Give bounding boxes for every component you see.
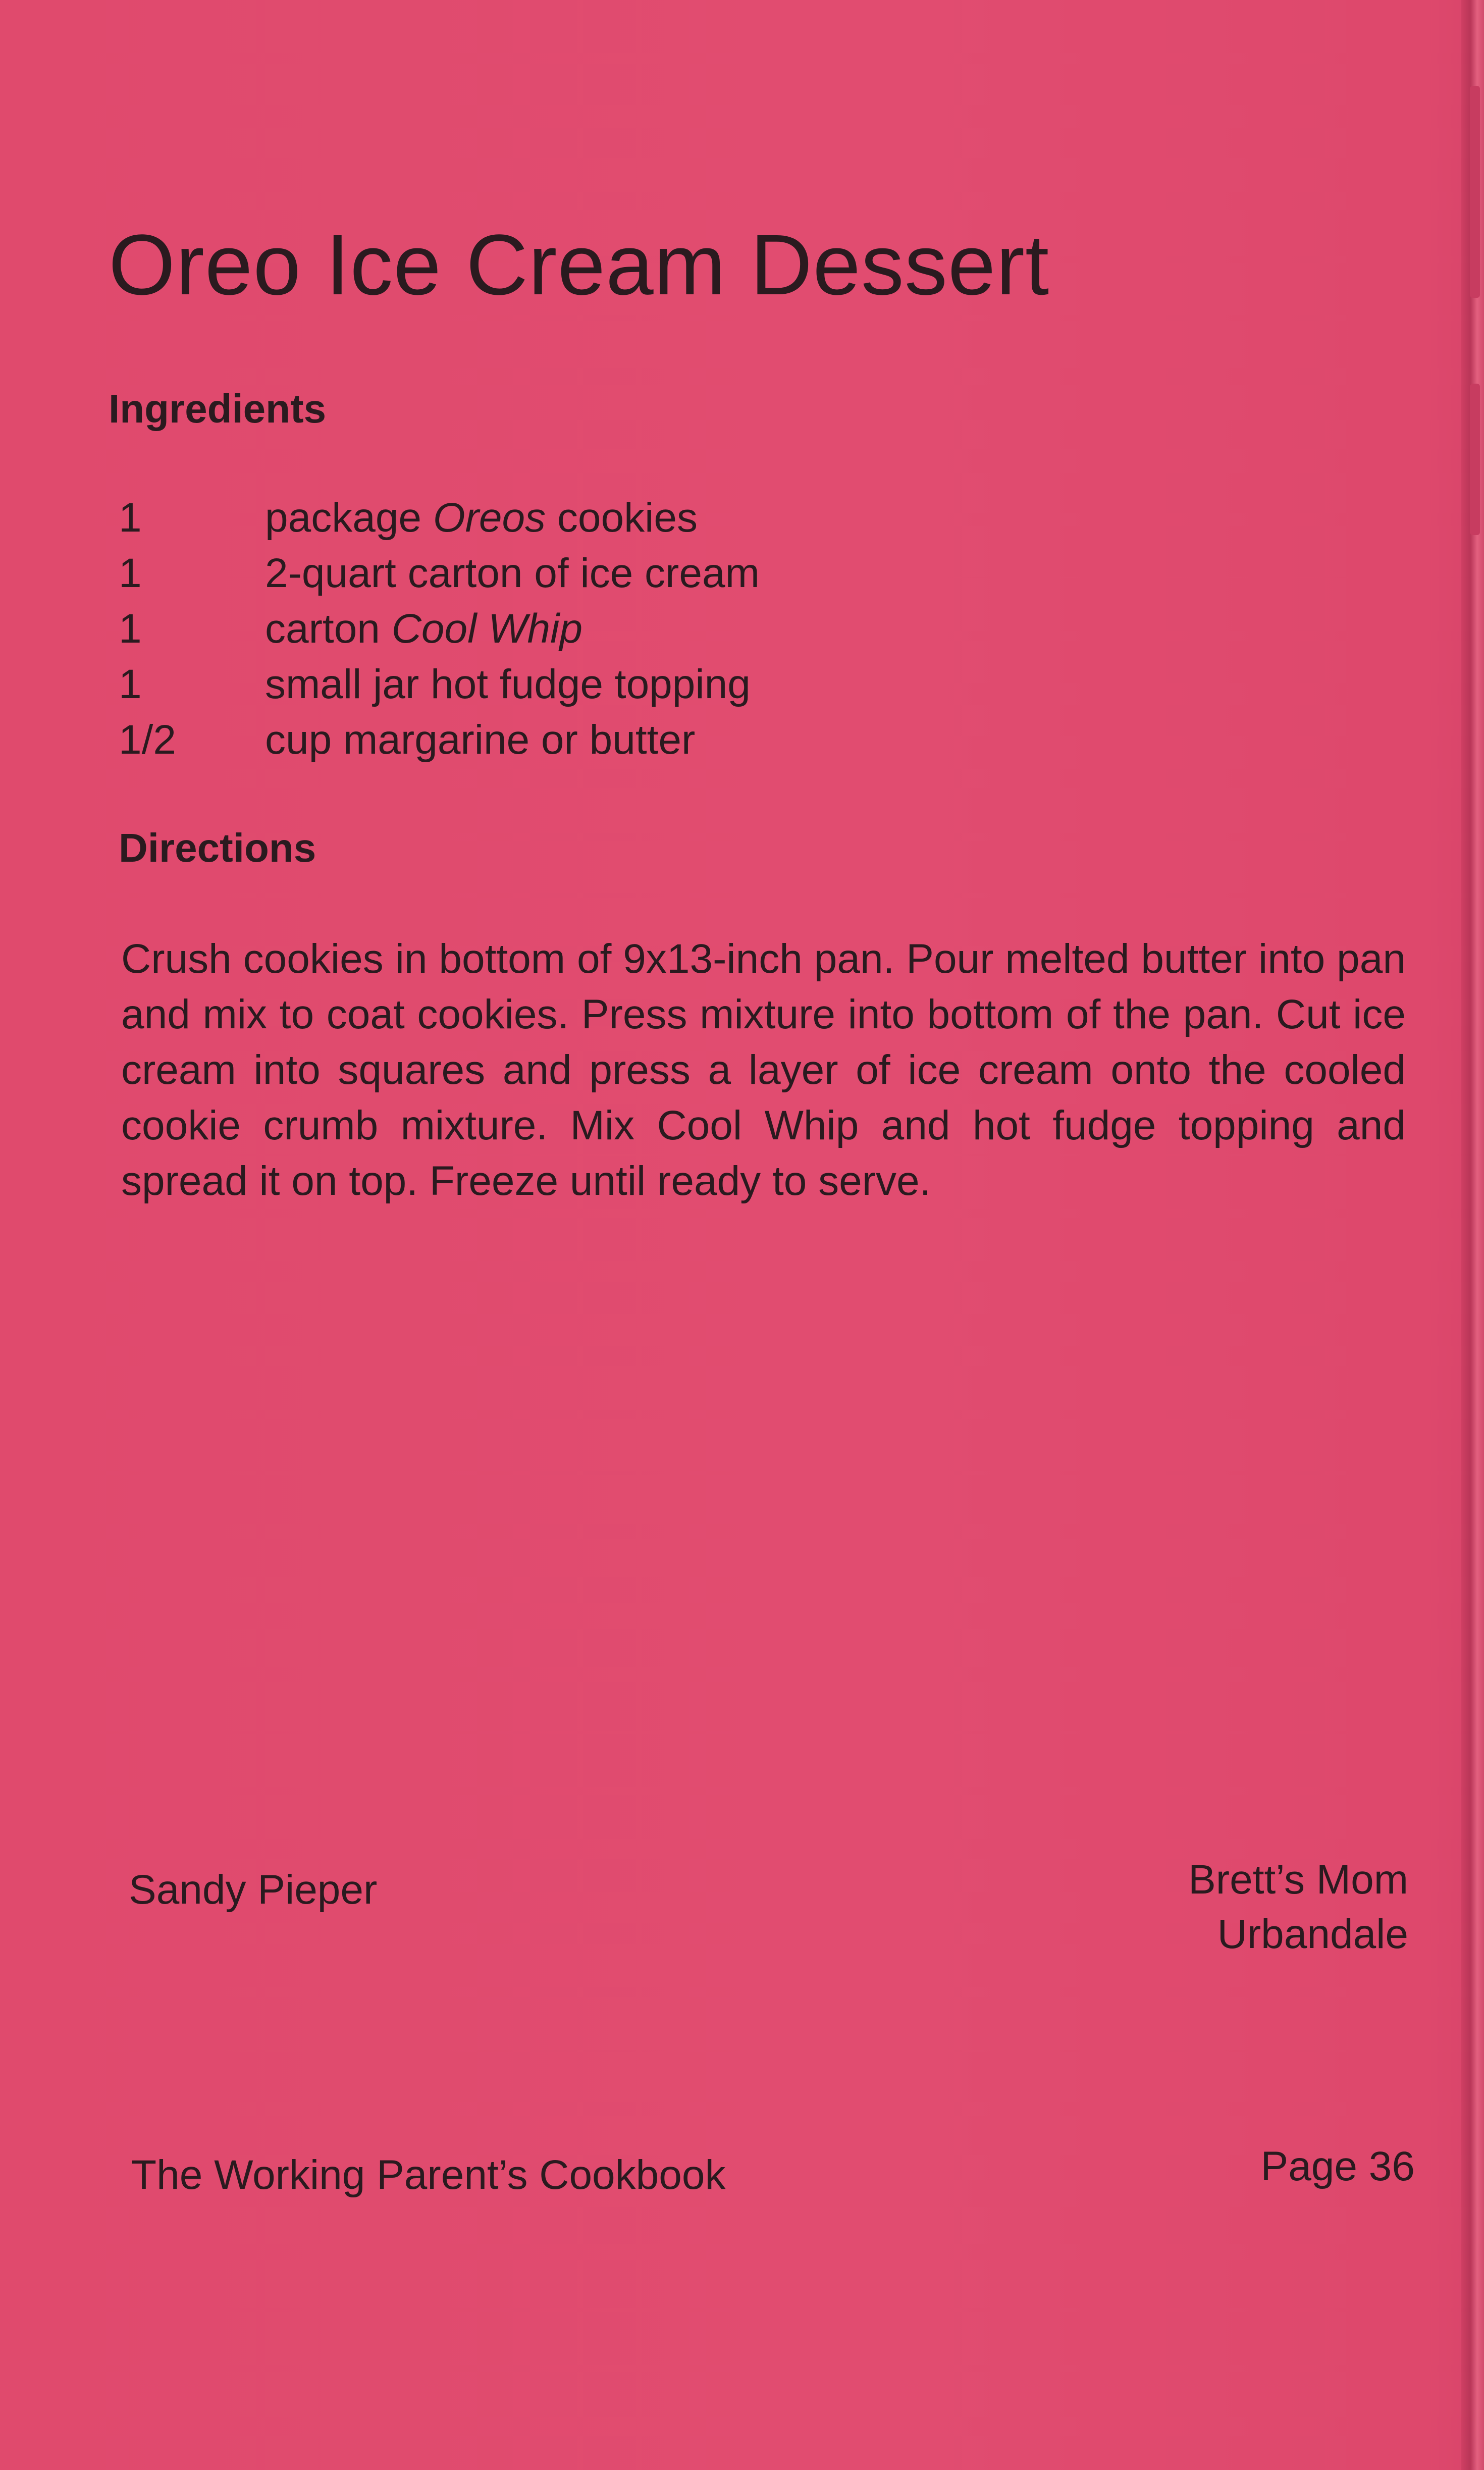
ingredient-text: small jar hot fudge topping [265,661,751,707]
ingredient-text: 2-quart carton of ice cream [265,550,760,596]
ingredient-quantity: 1/2 [119,717,176,763]
directions-heading: Directions [119,825,316,870]
ingredient-text: carton Cool Whip [265,606,582,652]
page-number: Page 36 [1260,2143,1415,2189]
ingredient-quantity: 1 [119,550,142,596]
ingredient-text: package Oreos cookies [265,495,698,541]
ingredient-quantity: 1 [119,606,142,652]
book-title: The Working Parent’s Cookbook [131,2152,726,2198]
ingredients-heading: Ingredients [109,386,327,431]
page-edge [1461,0,1484,2470]
directions-text: Crush cookies in bottom of 9x13-inch pan. Pour melted butter into pan and mix to coat cookies. Press mixture into bottom of the pan. Cut ice cream into squares and press a layer of ice cream onto the cooled cookie crumb mixture. Mix Cool Whip and hot fudge topping and spread it on top. Freeze until ready to serve. [121,936,1406,1204]
ingredient-quantity: 1 [119,495,142,541]
ingredient-text: cup margarine or butter [265,717,696,763]
contributor-name: Sandy Pieper [129,1867,378,1913]
recipe-title: Oreo Ice Cream Dessert [109,217,1050,313]
page-edge-tab [1470,86,1480,298]
contributor-city: Urbandale [1217,1911,1408,1957]
page-edge-tab [1470,384,1480,535]
contributor-relation: Brett’s Mom [1188,1857,1408,1903]
ingredient-quantity: 1 [119,661,142,707]
